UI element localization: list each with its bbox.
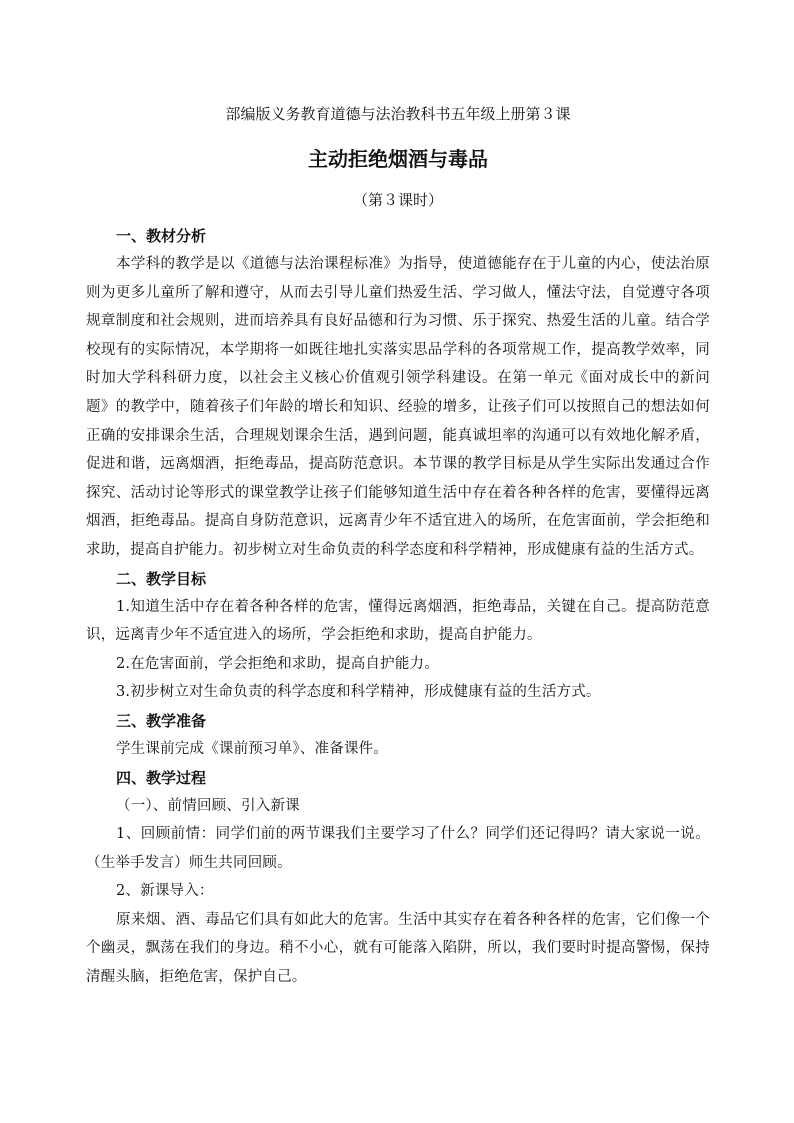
section-heading: 一、教材分析 bbox=[116, 227, 207, 245]
paragraph: 学生课前完成《课前预习单》、准备课件。 bbox=[116, 740, 389, 757]
section-teaching-preparation bbox=[86, 707, 710, 764]
section-material-analysis bbox=[86, 222, 710, 565]
paragraph: 3.初步树立对生命负责的科学态度和科学精神，形成健康有益的生活方式。 bbox=[116, 684, 601, 701]
paragraph: 本学科的教学是以《道德与法治课程标准》为指导，使道德能存在于儿童的内心，使法治原则为更多儿童所了解和遵守，从而去引导儿童们热爱生活、学习做人，懂法守法，自觉遵守各项规章制度和社会规则，进而培养具有良好品德和行为习惯、乐于探究、热爱生活的儿童。结合学校现有的实际情况，本学期将一如既往地扎实落实思品学科的各项常规工作，提高教学效率，同时加大学科科研力度，以社会主义核心价值观引领学科建设。在第一单元《面对成长中的新问题》的教学中，随着孩子们年龄的增长和知识、经验的增多，让孩子们可以按照自己的想法如何正确的安排课余生活，合理规划课余生活，遇到问题，能真诚坦率的沟通可以有效地化解矛盾，促进和谐，远离烟酒，拒绝毒品，提高防范意识。本节课的教学目标是从学生实际出发通过合作探究、活动讨论等形式的课堂教学让孩子们能够知道生活中存在着各种各样的危害，要懂得远离烟酒，拒绝毒品。提高自身防范意识，远离青少年不适宜进入的场所，在危害面前，学会拒绝和求助，提高自护能力。初步树立对生命负责的科学态度和科学精神，形成健康有益的生活方式。 bbox=[86, 256, 710, 558]
lesson-title: 主动拒绝烟酒与毒品 bbox=[308, 147, 488, 171]
textbook-subtitle: 部编版义务教育道德与法治教科书五年级上册第３课 bbox=[225, 105, 571, 123]
section-heading: 三、教学准备 bbox=[116, 711, 207, 730]
paragraph: 2.在危害面前，学会拒绝和求助，提高自护能力。 bbox=[116, 655, 439, 672]
document-page bbox=[86, 100, 710, 992]
paragraph: 1.知道生活中存在着各种各样的危害，懂得远离烟酒，拒绝毒品，关键在自己。提高防范意识，远离青少年不适宜进入的场所，学会拒绝和求助，提高自护能力。 bbox=[86, 598, 710, 644]
paragraph: 1、回顾前情：同学们前的两节课我们主要学习了什么？同学们还记得吗？请大家说一说。（生举手发言）师生共同回顾。 bbox=[86, 826, 710, 871]
paragraph: 2、新课导入： bbox=[116, 883, 214, 900]
section-teaching-goals bbox=[86, 565, 710, 707]
section-heading: 二、教学目标 bbox=[116, 569, 207, 588]
lesson-period: （第３课时） bbox=[352, 191, 443, 209]
section-teaching-process bbox=[86, 764, 710, 992]
paragraph: 原来烟、酒、毒品它们具有如此大的危害。生活中其实存在着各种各样的危害，它们像一个个幽灵，飘荡在我们的身边。稍不小心，就有可能落入陷阱，所以，我们要时时提高警惕，保持清醒头脑，拒绝危害，保护自己。 bbox=[86, 911, 710, 986]
paragraph: （一）、前情回顾、引入新课 bbox=[116, 797, 300, 814]
section-heading: 四、教学过程 bbox=[116, 768, 207, 787]
